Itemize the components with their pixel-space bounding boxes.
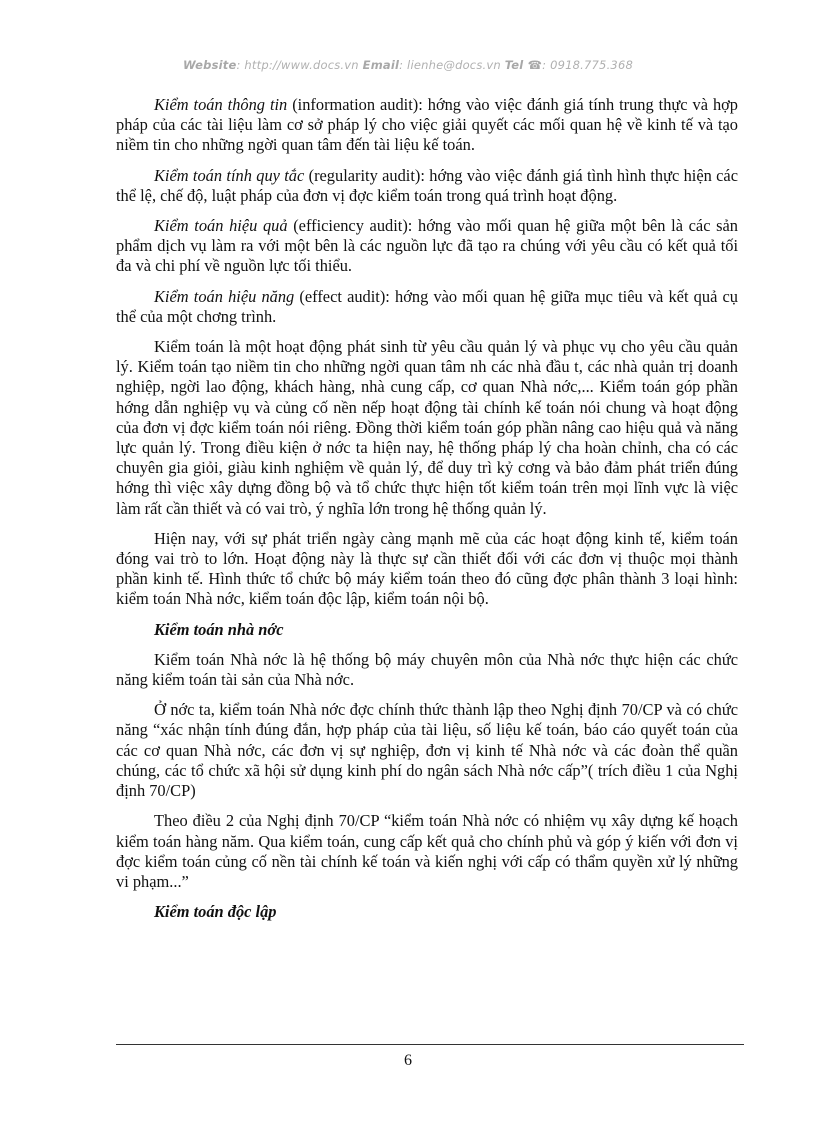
term-label: Kiểm toán tính quy tắc xyxy=(154,165,305,185)
paragraph-text: (regularity audit): hớng vào việc đánh giá tình hình thực hiện các thể lệ, chế độ, luật pháp của đơn vị đợc kiểm toán trong quá trình hoạt động. xyxy=(116,165,738,205)
paragraph-audit-role: Kiểm toán là một hoạt động phát sinh từ yêu cầu quản lý và phục vụ cho yêu cầu quản lý. Kiểm toán tạo niềm tin cho những ngời quan tâm nh các nhà đầu t, các nhà quản trị doanh nghiệp, ngời lao động, khách hàng, nhà cung cấp, cơ quan Nhà nớc,... Kiểm toán góp phần hớng dẫn nghiệp vụ và củng cố nền nếp hoạt động tài chính kế toán nói chung và hoạt động của đơn vị đợc kiểm toán nói riêng. Đồng thời kiểm toán góp phần nâng cao hiệu quả và năng lực quản lý. Trong điều kiện ở nớc ta hiện nay, hệ thống pháp lý cha hoàn chỉnh, cha có các chuyên gia giỏi, giàu kinh nghiệm về quản lý, để duy trì kỷ cơng và bảo đảm phát triển đúng hớng thì việc xây dựng đồng bộ và tổ chức thực hiện tốt kiểm toán trên mọi lĩnh vực là việc làm rất cần thiết và có vai trò, ý nghĩa lớn trong hệ thống quản lý. xyxy=(116,337,738,518)
paragraph-effect-audit xyxy=(116,287,738,327)
header-tel-value: : 0918.775.368 xyxy=(542,58,633,72)
paragraph-information-audit xyxy=(116,95,738,156)
paragraph-state-audit-duties: Theo điều 2 của Nghị định 70/CP “kiểm toán Nhà nớc có nhiệm vụ xây dựng kế hoạch kiểm toán hàng năm. Qua kiểm toán, cung cấp kết quả cho chính phủ và góp ý kiến với đơn vị đợc kiểm toán củng cố nền tài chính kế toán và kiến nghị với cấp có thẩm quyền xử lý những vi phạm...” xyxy=(116,811,738,891)
paragraph-text: (information audit): hớng vào việc đánh giá tính trung thực và hợp pháp của các tài liệu làm cơ sở pháp lý cho việc giải quyết các mối quan hệ về kinh tế và tạo niềm tin cho những ngời quan tâm đến tài liệu kế toán. xyxy=(116,95,738,155)
paragraph-audit-types: Hiện nay, với sự phát triển ngày càng mạnh mẽ của các hoạt động kinh tế, kiểm toán đóng vai trò to lớn. Hoạt động này là thực sự cần thiết đối với các đơn vị thuộc mọi thành phần kinh tế. Hình thức tổ chức bộ máy kiểm toán theo đó cũng đợc phân thành 3 loại hình: kiểm toán Nhà nớc, kiểm toán độc lập, kiểm toán nội bộ. xyxy=(116,528,738,609)
header-website-value: : http://www.docs.vn xyxy=(236,58,359,72)
paragraph-text: (effect audit): hớng vào mối quan hệ giữa mục tiêu và kết quả cụ thể của một chơng trình. xyxy=(116,286,738,326)
header-tel-label: Tel ☎ xyxy=(504,58,543,72)
section-heading-independent-audit: Kiểm toán độc lập xyxy=(154,902,277,922)
header-email-label: Email xyxy=(362,58,400,72)
paragraph-state-audit-definition: Kiểm toán Nhà nớc là hệ thống bộ máy chuyên môn của Nhà nớc thực hiện các chức năng kiểm toán tài sản của Nhà nớc. xyxy=(116,649,738,690)
page-header xyxy=(0,58,816,72)
paragraph-text: (efficiency audit): hớng vào mối quan hệ giữa một bên là các sản phẩm dịch vụ làm ra với một bên là các nguồn lực đã tạo ra chúng với yêu cầu có kết quả tối đa và chi phí về nguồn lực tối thiểu. xyxy=(116,216,738,276)
term-label: Kiểm toán thông tin xyxy=(154,95,288,114)
term-label: Kiểm toán hiệu năng xyxy=(154,286,295,306)
paragraph-state-audit-decree: Ở nớc ta, kiểm toán Nhà nớc đợc chính thức thành lập theo Nghị định 70/CP và có chức năng “xác nhận tính đúng đắn, hợp pháp của tài liệu, số liệu kế toán, báo cáo quyết toán của các cơ quan Nhà nớc, các đơn vị sự nghiệp, đơn vị kinh tế Nhà nớc và các đoàn thể quần chúng, các tổ chức xã hội sử dụng kinh phí do ngân sách Nhà nớc cấp”( trích điều 1 của Nghị định 70/CP) xyxy=(116,700,738,801)
paragraph-efficiency-audit xyxy=(116,216,738,277)
section-heading-state-audit: Kiểm toán nhà nớc xyxy=(154,619,284,639)
header-email-value: : lienhe@docs.vn xyxy=(399,58,501,72)
paragraph-regularity-audit xyxy=(116,166,738,206)
term-label: Kiểm toán hiệu quả xyxy=(154,216,288,236)
document-body xyxy=(116,95,738,932)
header-website-label: Website xyxy=(183,58,237,72)
footer-divider xyxy=(116,1044,744,1045)
page-number: 6 xyxy=(404,1052,412,1069)
